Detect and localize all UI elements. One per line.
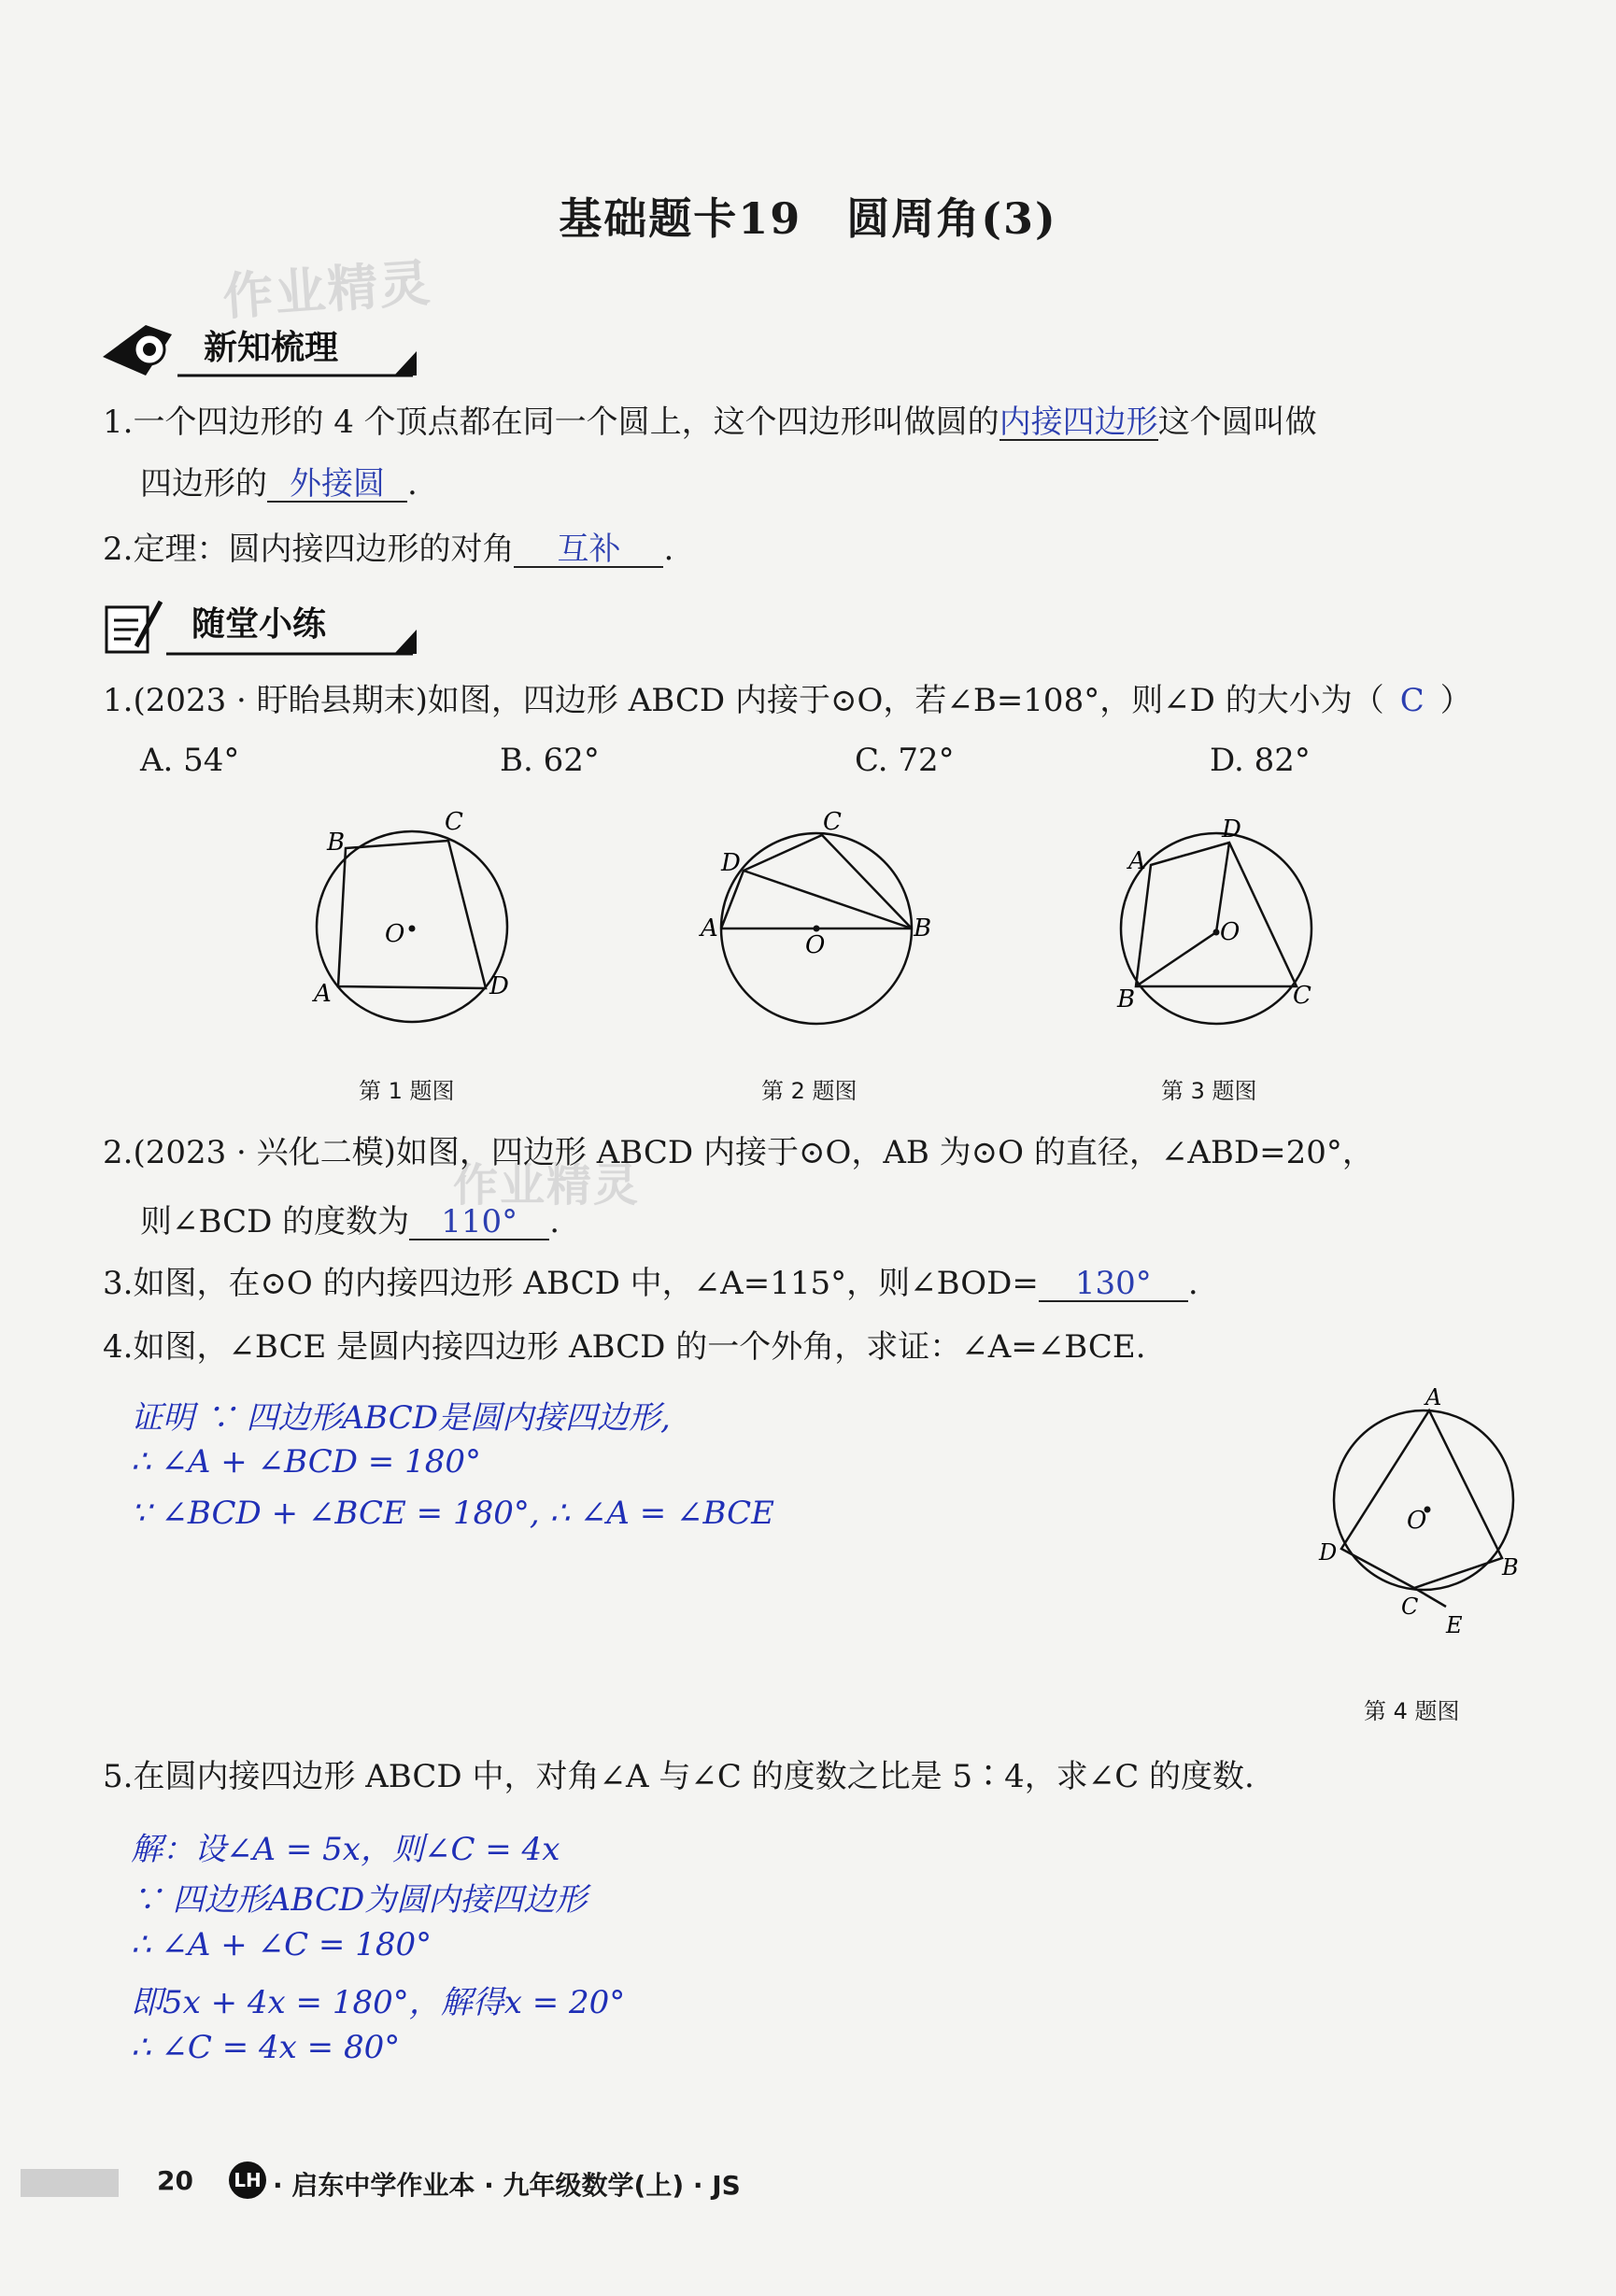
q1-option-b: B. 62°: [500, 742, 600, 779]
knowledge-item-2: 2.定理：圆内接四边形的对角 互补 .: [103, 531, 674, 568]
label-C: C: [1293, 982, 1311, 1010]
label-B: B: [327, 829, 346, 857]
label-C: C: [445, 808, 463, 836]
label-C: C: [823, 808, 842, 836]
label-A: A: [1425, 1384, 1442, 1410]
label-D: D: [1319, 1539, 1338, 1566]
label-D: D: [1222, 815, 1241, 843]
label-O: O: [1220, 918, 1240, 946]
practice-question-5: 5.在圆内接四边形 ABCD 中，对角∠A 与∠C 的度数之比是 5∶4，求∠C 的度数.: [103, 1758, 1255, 1795]
proof-line-2: ∴ ∠A + ∠BCD = 180°: [131, 1443, 481, 1481]
solution-line-1: 解：设∠A = 5x，则∠C = 4x: [131, 1831, 560, 1868]
answer-choice: C: [1399, 682, 1425, 719]
solution-line-3: ∴ ∠A + ∠C = 180°: [131, 1926, 432, 1963]
solution-line-2: ∵ 四边形ABCD为圆内接四边形: [131, 1881, 588, 1919]
label-O: O: [805, 931, 826, 959]
label-B: B: [1117, 985, 1136, 1013]
q1-option-a: A. 54°: [140, 742, 240, 779]
practice-question-3: 3.如图，在⊙O 的内接四边形 ABCD 中，∠A=115°，则∠BOD= 130° .: [103, 1265, 1198, 1302]
label-O: O: [385, 920, 405, 948]
figure-2-caption: 第 2 题图: [761, 1078, 858, 1104]
quadrilateral: [1341, 1410, 1502, 1588]
figure-4-caption: 第 4 题图: [1364, 1698, 1460, 1724]
figure-3: [1116, 815, 1311, 1024]
label-O: O: [1407, 1507, 1427, 1535]
proof-line-3: ∵ ∠BCD + ∠BCE = 180°, ∴ ∠A = ∠BCE: [131, 1495, 774, 1532]
page-number: 20: [157, 2165, 193, 2196]
solution-line-4: 即5x + 4x = 180°，解得x = 20°: [131, 1984, 626, 2021]
footer-grey-bar: [21, 2169, 119, 2197]
quadrilateral: [1136, 843, 1297, 986]
lh-logo: LH: [229, 2161, 266, 2199]
solution-line-5: ∴ ∠C = 4x = 80°: [131, 2029, 401, 2066]
figure-1-caption: 第 1 题图: [359, 1078, 455, 1104]
proof-line-1: 证明 ∵ 四边形ABCD是圆内接四边形,: [131, 1399, 671, 1437]
knowledge-item-1-line-1: 1.一个四边形的 4 个顶点都在同一个圆上，这个四边形叫做圆的内接四边形这个圆叫做: [103, 404, 1317, 441]
label-B: B: [914, 914, 932, 942]
label-D: D: [721, 849, 741, 877]
watermark: 作业精灵: [453, 1159, 641, 1212]
answer-blank: 互补: [514, 532, 663, 568]
label-A: A: [314, 980, 332, 1008]
quadrilateral: [338, 841, 486, 988]
figures-row: [0, 803, 1616, 1112]
practice-question-1: 1.(2023 · 盱眙县期末)如图，四边形 ABCD 内接于⊙O，若∠B=108°，则∠D 的大小为（ C ）: [103, 682, 1472, 719]
label-A: A: [701, 914, 718, 942]
answer-blank: 外接圆: [267, 467, 407, 503]
label-B: B: [1502, 1554, 1519, 1580]
figure-2: [699, 808, 931, 1024]
section-title-new-knowledge: 新知梳理: [204, 329, 339, 367]
practice-question-2-line-1: 2.(2023 · 兴化二模)如图，四边形 ABCD 内接于⊙O，AB 为⊙O 的直径，∠ABD=20°，: [103, 1134, 1374, 1171]
label-D: D: [489, 972, 509, 1000]
footer-book-title: · 启东中学作业本 · 九年级数学(上) · JS: [273, 2170, 741, 2201]
figure-4: [1308, 1382, 1551, 1653]
footer-badge: [229, 2161, 266, 2199]
practice-question-4: 4.如图，∠BCE 是圆内接四边形 ABCD 的一个外角，求证：∠A=∠BCE.: [103, 1328, 1146, 1366]
q1-option-d: D. 82°: [1210, 742, 1311, 779]
q1-option-c: C. 72°: [855, 742, 955, 779]
section-title-practice: 随堂小练: [191, 605, 327, 644]
corner-triangle-icon: [394, 351, 417, 376]
answer-blank: 内接四边形: [999, 404, 1158, 441]
watermark: 作业精灵: [220, 253, 434, 327]
answer-blank: 130°: [1039, 1267, 1188, 1302]
label-E: E: [1446, 1612, 1463, 1638]
answer-blank: 110°: [409, 1205, 549, 1240]
label-A: A: [1128, 847, 1146, 875]
label-C: C: [1401, 1594, 1419, 1620]
practice-question-2-line-2: 则∠BCD 的度数为 110° .: [140, 1203, 560, 1240]
page-title: 基础题卡19 圆周角(3): [559, 193, 1057, 244]
corner-triangle-icon: [394, 630, 417, 654]
figure-1: [312, 808, 509, 1022]
knowledge-item-1-line-2: 四边形的 外接圆 .: [140, 465, 418, 503]
figure-3-caption: 第 3 题图: [1161, 1078, 1257, 1104]
